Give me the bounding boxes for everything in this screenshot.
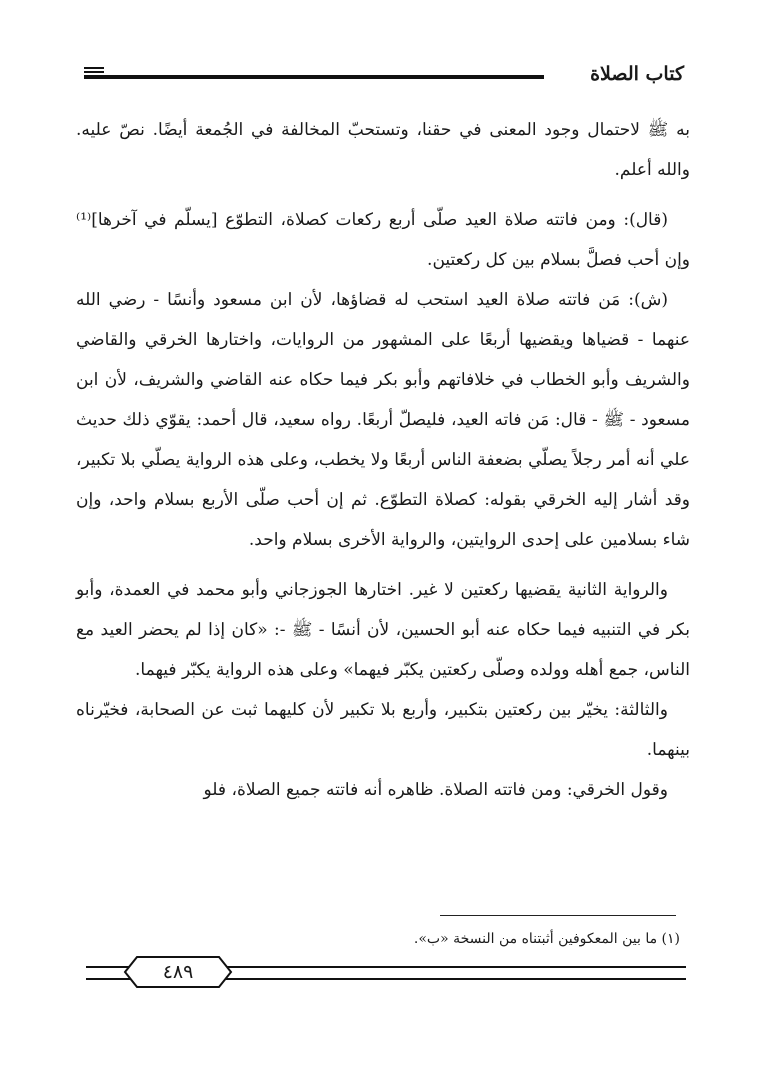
main-text [76,110,690,900]
header-title: كتاب الصلاة [590,63,684,85]
footnote: (١) ما بين المعكوفين أثبتناه من النسخة «ب». [413,931,680,947]
header-ornament [84,67,104,73]
header-rule [84,75,544,79]
paragraph: وقول الخرقي: ومن فاتته الصلاة. ظاهره أنه فاتته جميع الصلاة، فلو [203,780,668,800]
paragraph: (قال): ومن فاتته صلاة العيد صلّى أربع ركعات كصلاة، التطوّع [يسلّم في آخرها]⁽¹⁾ وإن أحب فصلَّ بسلام بين كل ركعتين. [76,210,690,270]
paragraph: (ش): مَن فاتته صلاة العيد استحب له قضاؤها، لأن ابن مسعود وأنسًا - رضي الله عنهما - قضياها ويقضيها أربعًا على المشهور من الروايات، واختارها الخرقي والقاضي والشريف وأبو الخطاب في خلافاتهم وأبو بكر فيما حكاه عنه القاضي والشريف، لأن ابن مسعود - ﷺ - قال: مَن فاته العيد، فليصلّ أربعًا. رواه سعيد، قال أحمد: يقوّي ذلك حديث علي أنه أمر رجلاً يصلّي بضعفة الناس أربعًا ولا يخطب، وعلى هذه الرواية يصلّي بلا تكبير، وقد أشار إليه الخرقي بقوله: كصلاة التطوّع. ثم إن أحب صلّى الأربع بسلام واحد، وإن شاء بسلامين على إحدى الروايتين، والرواية الأخرى بسلام واحد. [76,290,690,550]
paragraph: به ﷺ لاحتمال وجود المعنى في حقنا، وتستحبّ المخالفة في الجُمعة أيضًا. نصّ عليه. والله أعلم. [76,120,690,180]
page-number: ٤٨٩ [162,961,194,983]
running-header [84,62,684,88]
paragraph: والثالثة: يخيّر بين ركعتين بتكبير، وأربع بلا تكبير لأن كليهما ثبت عن الصحابة، فخيّرناه بينهما. [76,700,690,760]
paragraph: والرواية الثانية يقضيها ركعتين لا غير. اختارها الجوزجاني وأبو محمد في العمدة، وأبو بكر في التنبيه فيما حكاه عنه أبو الحسين، لأن أنسًا - ﷺ -: «كان إذا لم يحضر العيد مع الناس، جمع أهله وولده وصلّى ركعتين يكبّر فيهما» وعلى هذه الرواية يكبّر فيهما. [76,580,690,680]
footnote-separator [440,915,676,916]
